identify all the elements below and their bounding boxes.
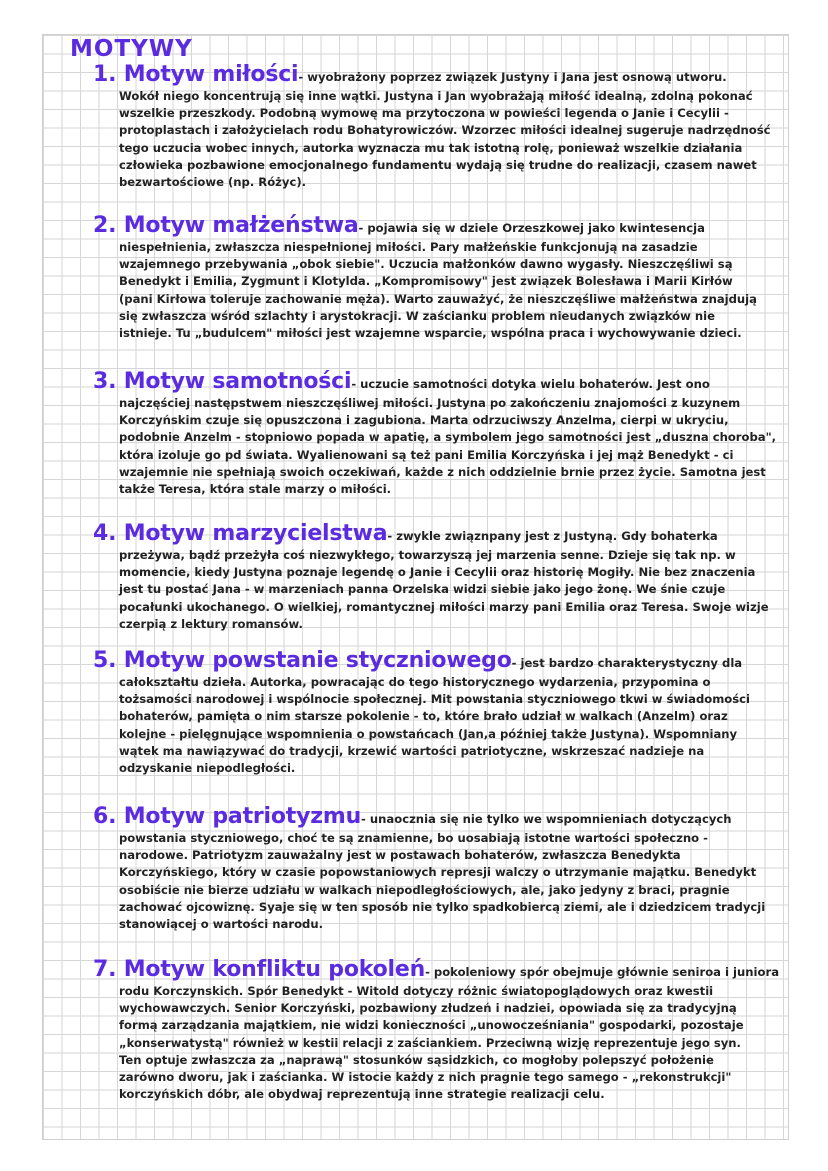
section-body — [93, 983, 783, 1103]
text-line: tożsamości narodowej i wspólnocie społecznej. Mit powstania styczniowego tkwi w świadomości — [119, 692, 751, 707]
text-line: (pani Kirłowa toleruje zachowanie męża). Warto zauważyć, że nieszczęśliwe małżeństwa znajdują — [119, 291, 757, 306]
text-line: Benedykt i Emilia, Zygmunt i Klotylda. „Kompromisowy" jest związek Bolesława i Marii Kirłów — [119, 274, 733, 289]
text-line: „konserwatystą" również w kestii relacji z zaściankiem. Przeciwną wizję reprezentuje jego syn. — [119, 1035, 741, 1050]
text-line: kolejne - pielęgnujące wspomnienia o powstańcach (Jan,a później także Justyna). Wspomniany — [119, 726, 738, 741]
section-body — [93, 830, 783, 933]
section-dreaming-motif — [93, 521, 783, 633]
section-generation-conflict-motif — [93, 957, 783, 1103]
section-loneliness-motif — [93, 369, 783, 498]
text-line: narodowe. Patriotyzm zauważalny jest w postawach bohaterów, zwłaszcza Benedykta — [119, 848, 681, 863]
section-heading: 6. Motyw patriotyzmu — [93, 804, 362, 829]
text-line: stanowiącej o wartości narodu. — [119, 917, 324, 932]
text-line: odzyskanie niepodległości. — [119, 761, 296, 776]
section-heading: 4. Motyw marzycielstwa — [93, 521, 388, 546]
section-january-uprising-motif — [93, 648, 783, 777]
text-line: protoplastach i założycielach rodu Bohatyrowiczów. Wzorzec miłości idealnej sugeruje nadrzędność — [119, 123, 771, 138]
section-heading-line — [93, 62, 783, 88]
section-heading: 3. Motyw samotności — [93, 369, 352, 394]
page-title: MOTYWY — [70, 36, 193, 62]
text-line: Ten optuje zwłaszcza za „naprawą" stosunków sąsidzkich, co mogłoby polepszyć położenie — [119, 1052, 714, 1067]
text-line: czerpią z lektury romansów. — [119, 616, 303, 631]
section-heading-line — [93, 521, 783, 547]
section-love-motif — [93, 62, 783, 191]
section-heading-line — [93, 648, 783, 674]
section-intro: - pojawia się w dziele Orzeszkowej jako kwintesencja — [358, 221, 705, 235]
text-line: najczęściej następstwem nieszczęśliwej miłości. Justyna po zakończeniu znajomości z kuzynem — [119, 396, 741, 410]
section-heading-line — [93, 804, 783, 830]
text-line: zachować ojcowiznę. Syaje się w ten sposób nie tylko spadkobiercą ziemi, ale i dziedzicem tradycji — [119, 899, 766, 914]
section-body — [93, 239, 783, 342]
text-line: powstania styczniowego, choć te są znamienne, bo uosabiają istotne wartości społeczno - — [119, 831, 708, 845]
text-line: wszelkie przeszkody. Podobną wymowę ma przytoczona w powieści legenda o Janie i Cecylii - — [119, 106, 729, 121]
section-intro: - zwykle związnpany jest z Justyną. Gdy bohaterka — [387, 529, 718, 543]
section-heading-line — [93, 369, 783, 395]
text-line: niespełnienia, zwłaszcza niespełnionej miłości. Pary małżeńskie funkcjonują na zasadzie — [119, 240, 698, 254]
section-body — [93, 547, 783, 633]
section-intro: - jest bardzo charakterystyczny dla — [511, 656, 743, 670]
text-line: osobiście nie bierze udziału w walkach niepodległościowych, ale, jako jedyny z braci, pragnie — [119, 882, 730, 897]
section-heading-line — [93, 957, 783, 983]
text-line: tego uczucia wobec innych, autorka wyznacza mu tak istotną rolę, ponieważ wszelkie działania — [119, 140, 743, 155]
text-line: także Teresa, która stale marzy o miłości. — [119, 482, 392, 497]
section-body — [93, 395, 783, 498]
text-line: wychowawczych. Senior Korczyński, pozbawiony złudzeń i nadziei, opowiada się za tradycyjną — [119, 1001, 737, 1016]
text-line: która izoluje go pd świata. Wyalienowani są też pani Emilia Korczyńska i jej mąż Benedykt - ci — [119, 447, 734, 462]
text-line: przeżywa, bądź przeżyła coś niezwykłego, towarzyszą jej marzenia senne. Dzieje się tak np. w — [119, 548, 736, 562]
text-line: wzajemnie nie spełniają swoich oczekiwań, każde z nich oddzielnie brnie przez życie. Samotna jest — [119, 464, 766, 479]
text-line: jest tu postać Jana - w marzeniach panna Orzelska widzi siebie jako jego żonę. We śnie czuje — [119, 582, 726, 597]
text-line: korczyńskich dóbr, ale obydwaj reprezentują inne strategie realizacji celu. — [119, 1087, 605, 1102]
text-line: bezwartościowe (np. Różyc). — [119, 175, 307, 190]
section-intro: - uczucie samotności dotyka wielu bohaterów. Jest ono — [351, 377, 710, 391]
text-line: rodu Korczynskich. Spór Benedykt - Witold dotyczy różnic światopoglądowych oraz kwestii — [119, 984, 714, 998]
text-line: człowieka pozbawione emocjonalnego fundamentu wydają się trudne do realizacji, czasem nawet — [119, 157, 757, 172]
text-line: pocałunki ukochanego. O wielkiej, romantycznej miłości marzy pani Emilia oraz Teresa. Swoje wizje — [119, 599, 769, 614]
section-heading: 1. Motyw miłości — [93, 62, 299, 87]
text-line: się zwłaszcza wśród szlachty i arystokracji. W zaścianku problem nieudanych związków nie — [119, 308, 715, 323]
text-line: wzajemnego przebywania „obok siebie". Uczucia małżonków dawno wygasły. Nieszczęśliwi są — [119, 257, 733, 272]
text-line: wątek ma nawiązywać do tradycji, krzewić wartości patriotyczne, wskrzeszać nadzieje na — [119, 743, 705, 758]
section-heading-line — [93, 213, 783, 239]
section-intro: - pokoleniowy spór obejmuje głównie seniroa i juniora — [425, 965, 780, 979]
text-line: podobnie Anzelm - stopniowo popada w apatię, a symbolem jego samotności jest „duszna choroba", — [119, 430, 777, 445]
section-marriage-motif — [93, 213, 783, 342]
text-line: momencie, kiedy Justyna poznaje legendę o Janie i Cecylii oraz historię Mogiły. Nie bez znaczenia — [119, 565, 756, 580]
section-intro: - wyobrażony poprzez związek Justyny i Jana jest osnową utworu. — [298, 70, 727, 84]
section-heading: 5. Motyw powstanie styczniowego — [93, 648, 512, 673]
section-patriotism-motif — [93, 804, 783, 933]
text-line: zarówno dworu, jak i zaścianka. W istocie każdy z nich pragnie tego samego - „rekonstrukcji" — [119, 1070, 732, 1085]
text-line: Korczyńskiego, który w czasie popowstaniowych represji walczy o utrzymanie majątku. Benedykt — [119, 865, 757, 880]
text-line: Korczyńskim czuje się opuszczona i zagubiona. Marta odrzuciwszy Anzelma, cierpi w ukryciu, — [119, 413, 729, 428]
section-intro: - unaocznia się nie tylko we wspomnieniach dotyczących — [361, 812, 732, 826]
text-line: Wokół niego koncentrują się inne wątki. Justyna i Jan wyobrażają miłość idealną, zdolną pokonać — [119, 89, 753, 103]
section-body — [93, 674, 783, 777]
text-line: całokształtu dzieła. Autorka, powracając do tego historycznego wydarzenia, przypomina o — [119, 675, 711, 689]
text-line: istnieje. Tu „budulcem" miłości jest wzajemne wsparcie, wspólna praca i wychowywanie dzieci. — [119, 326, 742, 341]
section-body — [93, 88, 783, 191]
text-line: formą zarządzania majątkiem, nie widzi konieczności „unowocześniania" gospodarki, pozostaje — [119, 1018, 744, 1033]
section-heading: 2. Motyw małżeństwa — [93, 213, 359, 238]
text-line: bohaterów, pamięta o nim starsze pokolenie - to, które brało udział w walkach (Anzelm) oraz — [119, 709, 728, 724]
section-heading: 7. Motyw konfliktu pokoleń — [93, 957, 426, 982]
